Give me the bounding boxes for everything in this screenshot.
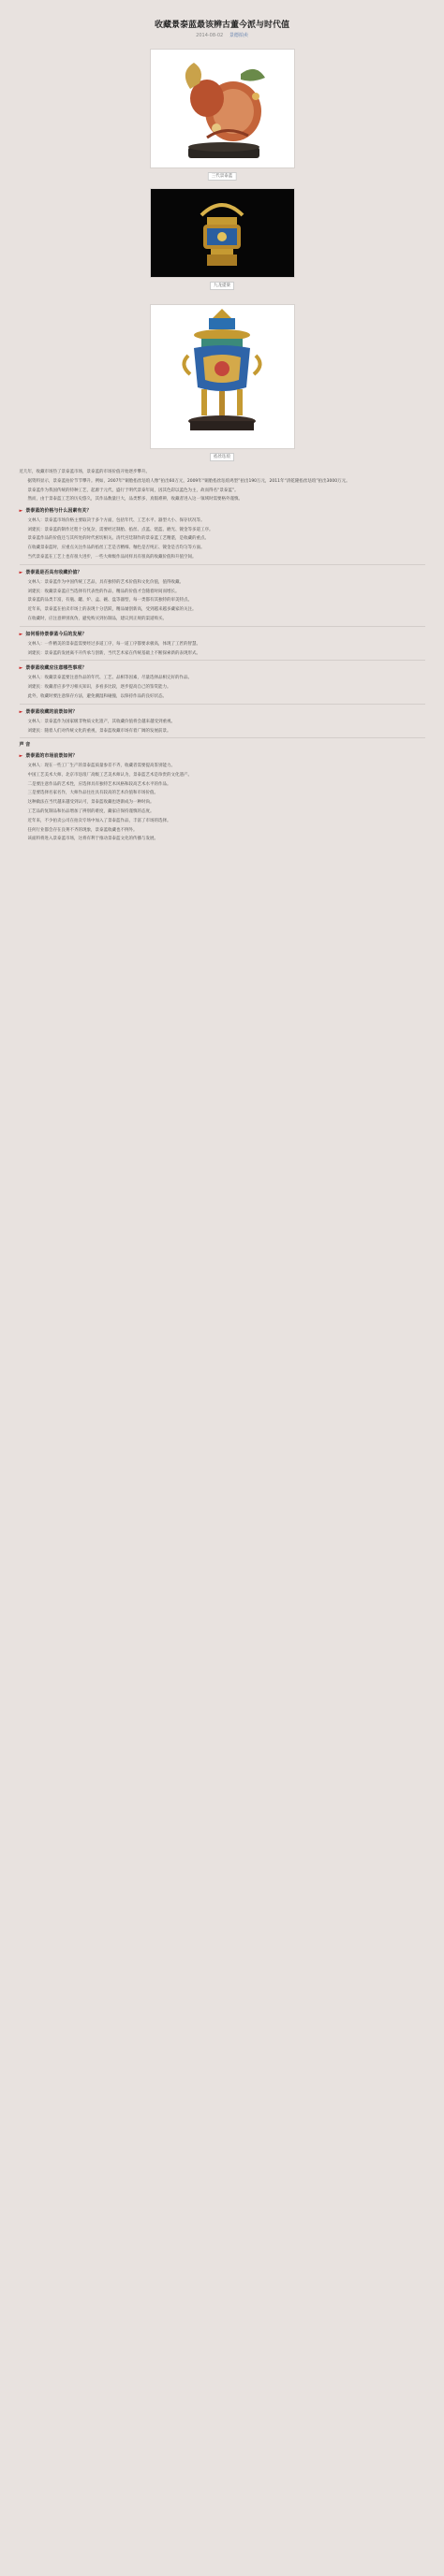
bullet-arrow-icon: ►	[19, 752, 23, 759]
paragraph: 景泰蓝的品类丰富，有瓶、罐、炉、盒、碗、盘等器型，每一类都有其独特的审美特点。	[27, 598, 192, 604]
paragraph: 此外，收藏时要注意保存方法，避免潮湿和碰撞，以保持作品的良好状态。	[27, 694, 167, 700]
paragraph: 刘建民：随着人们对传统文化的重视，景泰蓝收藏市场有着广阔的发展前景。	[27, 728, 171, 734]
dragon-vessel-image	[151, 189, 294, 277]
article-date: 2014-08-02	[196, 33, 224, 38]
bullet-arrow-icon: ►	[19, 507, 23, 514]
paragraph: 该面料将进入景泰蓝市场，这将有利于推动景泰蓝文化的传播与发展。	[27, 837, 158, 842]
paragraph: 三是要选择名家名作，大师作品往往具有较高的艺术价值和市场价值。	[27, 791, 158, 796]
question-heading: ► 景泰蓝的市场前景如何？	[19, 752, 78, 759]
gourd-vessel-image	[151, 50, 294, 167]
photo-censer-caption: 掐丝珐琅	[210, 453, 234, 461]
bullet-arrow-icon: ►	[19, 569, 23, 575]
paragraph: 在收藏时，应注意辨别真伪，避免购买到仿制品，建议到正规的渠道购买。	[27, 617, 167, 622]
photo-gourd	[150, 49, 295, 179]
paragraph: 然而，由于景泰蓝工艺的历史悠久，其作品数量巨大，品类繁多，真假难辨，收藏者进入这一领域时需要格外谨慎。	[27, 497, 243, 502]
question-heading: ► 景泰蓝的价格与什么因素有关？	[19, 507, 92, 514]
divider	[20, 737, 425, 738]
photo-dragon-vessel	[150, 188, 295, 288]
paragraph: 景泰蓝作为我国传统的特种工艺，起源于元代，盛行于明代景泰年间，因其色彩以蓝色为主，故而得名“景泰蓝”。	[27, 488, 239, 493]
article-meta	[0, 33, 444, 39]
paragraph: 文林人：景泰蓝作为国家级非物质文化遗产，其收藏价值将会越来越受到重视。	[27, 719, 175, 724]
bullet-arrow-icon: ►	[19, 665, 23, 672]
paragraph: 刘建民：景泰蓝的制作过程十分复杂，需要经过制胎、掐丝、点蓝、烧蓝、磨光、镀金等多道工序。	[27, 527, 214, 532]
paragraph: 在收藏景泰蓝时，应重点关注作品的掐丝工艺是否精细、釉色是否纯正、镀金是否均匀等方面。	[27, 546, 205, 551]
question-heading: ► 如何看待景泰蓝今后的发展？	[19, 631, 87, 637]
paragraph: 文林人：景泰蓝市场价格主要取决于多个方面，包括年代、工艺水平、器型大小、保存状况等。	[27, 517, 205, 523]
question-heading: ► 景泰蓝收藏的前景如何？	[19, 708, 78, 715]
article-body	[20, 470, 425, 843]
paragraph: 当代景泰蓝在工艺上也有很大进步，一些大师级作品同样具有很高的收藏价值和升值空间。	[27, 555, 197, 560]
paragraph: 近几年，收藏市场热了景泰蓝市场，景泰蓝的市场价值开始逐步攀升。	[19, 470, 150, 474]
question-heading: ► 景泰蓝收藏应注意哪些事项？	[19, 665, 87, 672]
paragraph: 近年来，不少拍卖公司在拍卖专场中加入了景泰蓝作品，丰富了市场的选择。	[27, 818, 171, 823]
paragraph: 刘建民：景泰蓝的发展离不开传承与创新，当代艺术家在传统基础上不断探索新的表现形式。	[27, 650, 200, 656]
article-title: 收藏景泰蓝最该辨古董今派与时代值	[154, 21, 289, 30]
paragraph: 文林人：收藏景泰蓝要注意作品的年代、工艺、品相等因素，尽量选择品相完好的作品。	[27, 676, 192, 681]
photo-dragon-caption: 九龙提梁	[210, 282, 234, 290]
paragraph: 景泰蓝作品的价值还与其所处的时代密切相关。清代宫廷制作的景泰蓝工艺精湛，是收藏的重点。	[27, 536, 209, 542]
divider	[20, 626, 425, 627]
paragraph: 二是要注意作品的艺术性，应选择具有独特艺术风格和较高艺术水平的作品。	[27, 781, 171, 787]
paragraph: 这种做法在当代越来越受到认可，景泰蓝收藏也逐渐成为一种时尚。	[27, 800, 155, 806]
divider	[20, 564, 425, 565]
question-heading: ► 景泰蓝是否具有收藏价值？	[19, 569, 82, 575]
divider	[20, 660, 425, 661]
paragraph: 刘建民：收藏景泰蓝应当选择有代表性的作品，精品的价值才会随着时间而增长。	[27, 589, 180, 594]
divider	[20, 704, 425, 705]
photo-censer	[150, 304, 295, 459]
article-author[interactable]: 景德拍卖	[229, 33, 248, 38]
paragraph: 工艺品的复制品和仿品增加了辨别的难度，藏家应保持谨慎的态度。	[27, 808, 155, 814]
paragraph: 中国工艺美术大师、北京市珐琅厂高级工艺美术师认为，景泰蓝艺术是珍贵的文化遗产。	[27, 772, 192, 778]
paragraph: 刘建民：收藏者应多学习相关知识，多看多比较，逐步提高自己的鉴赏能力。	[27, 685, 171, 691]
paragraph: 文林人：现在一些工厂生产的景泰蓝质量参差不齐，收藏者需要提高鉴别能力。	[27, 763, 175, 768]
bullet-arrow-icon: ►	[19, 708, 23, 715]
paragraph: 文林人：一件精美的景泰蓝需要经过多道工序，每一道工序都要求极高，体现了工匠的智慧。	[27, 641, 200, 647]
bullet-arrow-icon: ►	[19, 631, 23, 637]
paragraph: 文林人：景泰蓝作为中国传统工艺品，具有独特的艺术价值和文化价值，值得收藏。	[27, 579, 184, 585]
paragraph: 任何行业都会存在良莠不齐的现象，景泰蓝收藏也不例外。	[27, 827, 138, 833]
paragraph: 近年来，景泰蓝在拍卖市场上的表现十分活跃，精品屡创新高，受到越来越多藏家的关注。	[27, 607, 197, 613]
censer-image	[151, 305, 294, 448]
photo-gourd-caption: 三代景泰蓝	[208, 172, 237, 181]
paragraph: 据资料显示，景泰蓝拍价节节攀升。例如，2007年“铜胎掐丝珐琅人像”拍出60万元，2009年“铜胎掐丝珐琅鸡型”拍出190万元，2011年“清乾隆掐丝珐琅”拍出3000万元。	[27, 478, 350, 484]
section-heading: 声 音	[19, 742, 31, 749]
